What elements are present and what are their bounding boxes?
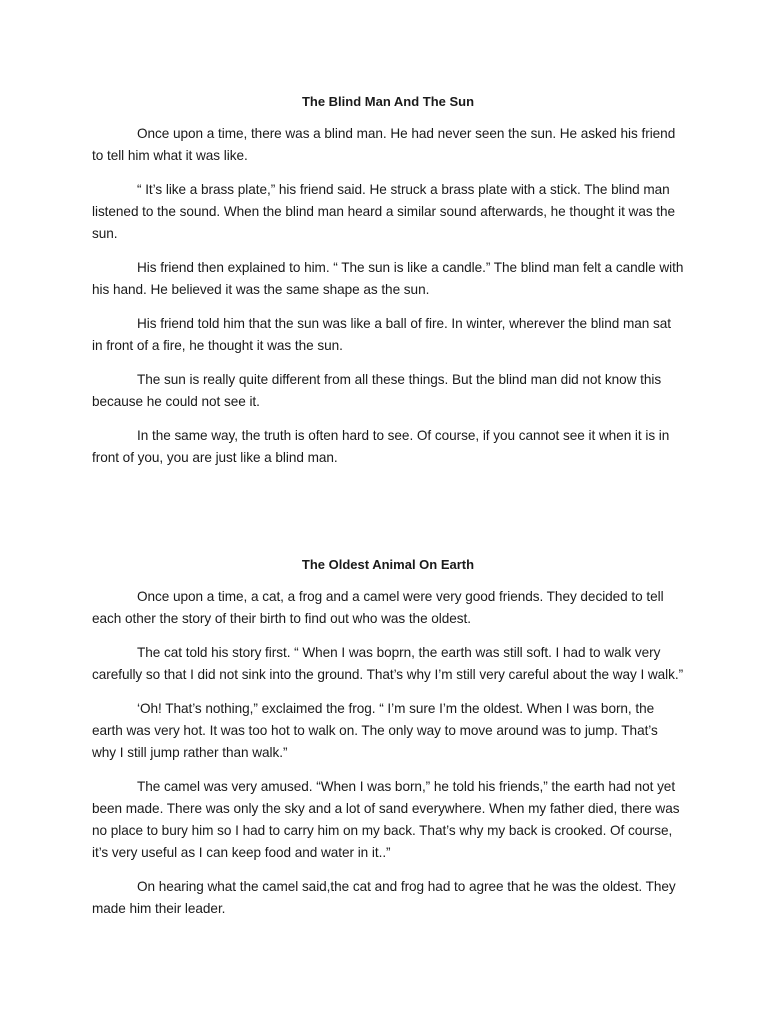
story-paragraph: On hearing what the camel said,the cat and frog had to agree that he was the oldest. They made him their leader. xyxy=(92,879,676,916)
story-oldest-animal xyxy=(92,555,684,932)
story-paragraph: The camel was very amused. “When I was born,” he told his friends,” the earth had not yet been made. There was only the sky and a lot of sand everywhere. When my father died, there was no place to bury him so I had to carry him on my back. That’s why my back is crooked. Of course, it’s very useful as I can keep food and water in it..” xyxy=(92,779,680,860)
story-title: The Oldest Animal On Earth xyxy=(301,557,475,572)
story-blind-man xyxy=(92,92,684,481)
story-paragraph: Once upon a time, there was a blind man. He had never seen the sun. He asked his friend to tell him what it was like. xyxy=(92,126,676,163)
story-paragraph: Once upon a time, a cat, a frog and a camel were very good friends. They decided to tell each other the story of their birth to find out who was the oldest. xyxy=(92,589,664,626)
story-paragraph: ‘Oh! That’s nothing,” exclaimed the frog. “ I’m sure I’m the oldest. When I was born, the earth was very hot. It was too hot to walk on. The only way to move around was to jump. That’s why I still jump rather than walk.” xyxy=(92,701,658,760)
story-paragraph: In the same way, the truth is often hard to see. Of course, if you cannot see it when it is in front of you, you are just like a blind man. xyxy=(92,428,670,465)
story-paragraph: His friend told him that the sun was like a ball of fire. In winter, wherever the blind man sat in front of a fire, he thought it was the sun. xyxy=(92,316,671,353)
story-paragraph: His friend then explained to him. “ The sun is like a candle.” The blind man felt a candle with his hand. He believed it was the same shape as the sun. xyxy=(92,260,684,297)
story-paragraph: The sun is really quite different from all these things. But the blind man did not know this because he could not see it. xyxy=(92,372,662,409)
story-paragraph: The cat told his story first. “ When I was boprn, the earth was still soft. I had to walk very carefully so that I did not sink into the ground. That’s why I’m still very careful about the way I walk.” xyxy=(92,645,684,682)
story-paragraph: “ It’s like a brass plate,” his friend said. He struck a brass plate with a stick. The blind man listened to the sound. When the blind man heard a similar sound afterwards, he thought it was the sun. xyxy=(92,182,676,241)
story-title: The Blind Man And The Sun xyxy=(301,94,475,109)
